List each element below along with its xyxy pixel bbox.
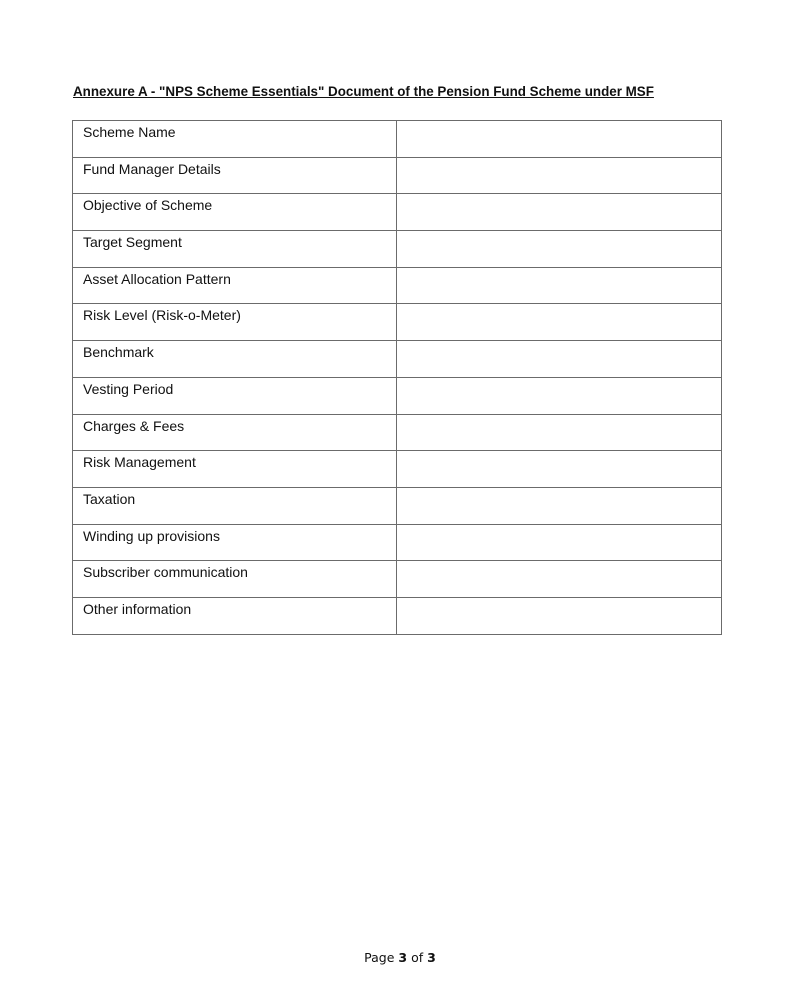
table-row <box>73 487 722 524</box>
page-word: Page <box>364 950 395 965</box>
row-label: Target Segment <box>73 231 397 268</box>
row-value <box>397 487 722 524</box>
row-value <box>397 451 722 488</box>
current-page-number: 3 <box>398 950 408 965</box>
table-row <box>73 414 722 451</box>
table-row <box>73 194 722 231</box>
total-pages-number: 3 <box>427 950 436 965</box>
row-value <box>397 231 722 268</box>
row-value <box>397 377 722 414</box>
table-row <box>73 597 722 634</box>
table-body <box>73 121 722 635</box>
row-value <box>397 121 722 158</box>
row-label: Fund Manager Details <box>73 157 397 194</box>
row-value <box>397 267 722 304</box>
row-label: Vesting Period <box>73 377 397 414</box>
row-label: Benchmark <box>73 341 397 378</box>
scheme-essentials-table <box>72 120 722 635</box>
row-label: Charges & Fees <box>73 414 397 451</box>
row-value <box>397 194 722 231</box>
page-title: Annexure A - "NPS Scheme Essentials" Document of the Pension Fund Scheme under MSF <box>73 84 654 99</box>
row-label: Asset Allocation Pattern <box>73 267 397 304</box>
table-row <box>73 451 722 488</box>
table-row <box>73 267 722 304</box>
row-label: Taxation <box>73 487 397 524</box>
page-number-footer <box>0 950 800 965</box>
of-word: of <box>411 950 424 965</box>
row-label: Other information <box>73 597 397 634</box>
row-value <box>397 524 722 561</box>
row-label: Objective of Scheme <box>73 194 397 231</box>
table-row <box>73 561 722 598</box>
row-value <box>397 304 722 341</box>
row-label: Risk Management <box>73 451 397 488</box>
table-row <box>73 377 722 414</box>
row-value <box>397 157 722 194</box>
row-label: Scheme Name <box>73 121 397 158</box>
table-row <box>73 524 722 561</box>
row-label: Winding up provisions <box>73 524 397 561</box>
table-row <box>73 231 722 268</box>
table-row <box>73 157 722 194</box>
table-row <box>73 121 722 158</box>
row-value <box>397 414 722 451</box>
row-label: Risk Level (Risk-o-Meter) <box>73 304 397 341</box>
row-label: Subscriber communication <box>73 561 397 598</box>
row-value <box>397 597 722 634</box>
table-row <box>73 341 722 378</box>
row-value <box>397 561 722 598</box>
table-row <box>73 304 722 341</box>
row-value <box>397 341 722 378</box>
